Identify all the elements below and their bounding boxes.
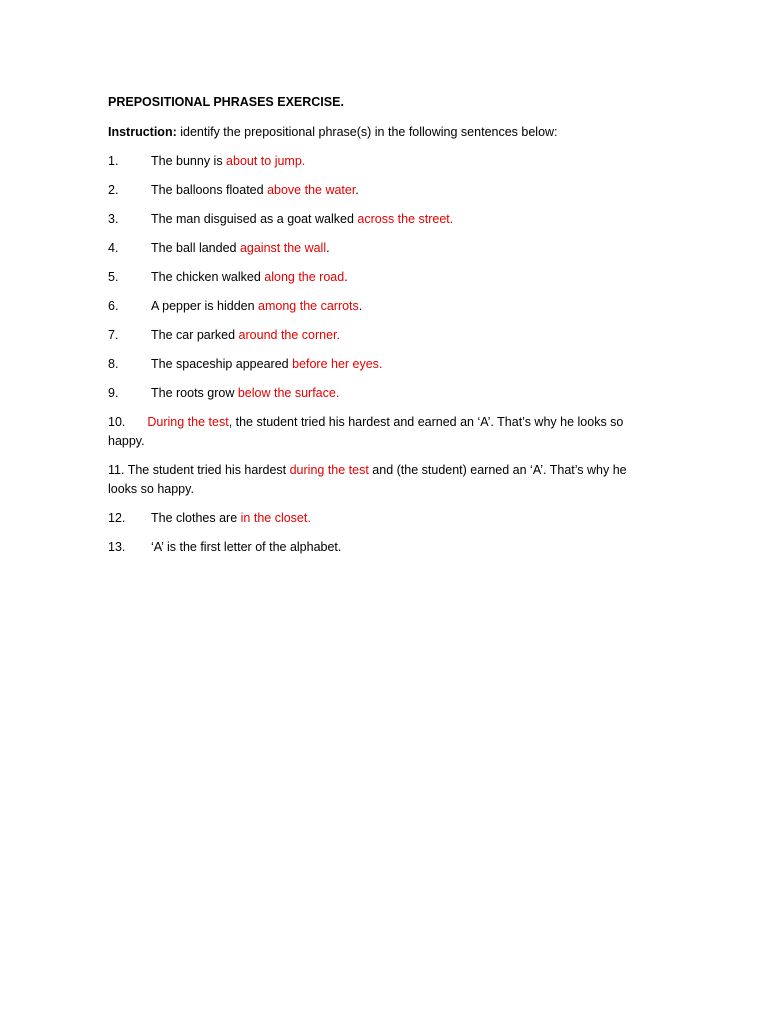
item-text-end: . — [344, 270, 348, 284]
item-text: The student tried his hardest — [124, 463, 290, 477]
item-number: 6. — [108, 299, 119, 313]
item-text: The balloons floated — [151, 183, 268, 197]
exercise-item-5 — [108, 268, 648, 287]
item-text-end: . — [326, 241, 330, 255]
exercise-item-7 — [108, 326, 648, 345]
item-number: 7. — [108, 328, 119, 342]
item-text-end: . — [358, 299, 363, 313]
prepositional-phrase: During the test — [147, 415, 229, 429]
prepositional-phrase: along the road — [264, 270, 345, 284]
item-text: The spaceship appeared — [151, 357, 293, 371]
exercise-item-6 — [108, 297, 648, 316]
item-number: 9. — [108, 386, 119, 400]
item-text-end: and (the student) earned an ‘A’. That’s why he looks so happy. — [108, 463, 627, 496]
item-number: 2. — [108, 183, 119, 197]
exercise-item-4 — [108, 239, 648, 258]
exercise-item-13 — [108, 538, 648, 557]
item-number: 11. — [108, 463, 125, 477]
exercise-title: PREPOSITIONAL PHRASES EXERCISE. — [108, 95, 344, 109]
prepositional-phrase: above the water — [267, 183, 356, 197]
item-text: A pepper is hidden — [151, 299, 259, 313]
exercise-document — [108, 93, 648, 567]
exercise-item-10 — [108, 413, 648, 451]
item-number: 8. — [108, 357, 119, 371]
item-number: 4. — [108, 241, 119, 255]
item-number: 3. — [108, 212, 119, 226]
prepositional-phrase: among the carrots — [258, 299, 359, 313]
prepositional-phrase: against the wall — [239, 241, 327, 255]
prepositional-phrase: during the test — [289, 463, 369, 477]
item-text: The bunny is — [151, 154, 227, 168]
instruction-label: Instruction: — [108, 125, 177, 139]
prepositional-phrase: below the surface. — [237, 386, 340, 400]
item-text: The ball landed — [151, 241, 240, 255]
instruction-text: identify the prepositional phrase(s) in the following sentences below: — [176, 125, 558, 139]
exercise-item-8 — [108, 355, 648, 374]
item-text: The man disguised as a goat walked — [151, 212, 358, 226]
item-text: ‘A’ is the first letter of the alphabet. — [151, 540, 342, 554]
prepositional-phrase: across the street. — [357, 212, 454, 226]
exercise-item-9 — [108, 384, 648, 403]
item-text: The chicken walked — [151, 270, 265, 284]
exercise-item-1 — [108, 152, 648, 171]
exercise-item-2 — [108, 181, 648, 200]
item-text: The car parked — [151, 328, 239, 342]
item-text-end: , the student tried his hardest and earned an ‘A’. That’s why he looks so happy. — [108, 415, 624, 448]
item-number: 1. — [108, 154, 119, 168]
item-text-end: . — [355, 183, 359, 197]
prepositional-phrase: before her eyes. — [292, 357, 383, 371]
exercise-item-12 — [108, 509, 648, 528]
item-number: 12. — [108, 511, 126, 525]
item-number: 5. — [108, 270, 119, 284]
prepositional-phrase: around the corner. — [238, 328, 341, 342]
exercise-item-11 — [108, 461, 648, 499]
instruction-line — [108, 123, 648, 142]
exercise-item-3 — [108, 210, 648, 229]
item-number: 10. — [108, 415, 126, 429]
item-number: 13. — [108, 540, 126, 554]
item-text: The clothes are — [151, 511, 241, 525]
item-text: The roots grow — [151, 386, 238, 400]
prepositional-phrase: in the closet. — [240, 511, 311, 525]
prepositional-phrase: about to jump. — [226, 154, 306, 168]
